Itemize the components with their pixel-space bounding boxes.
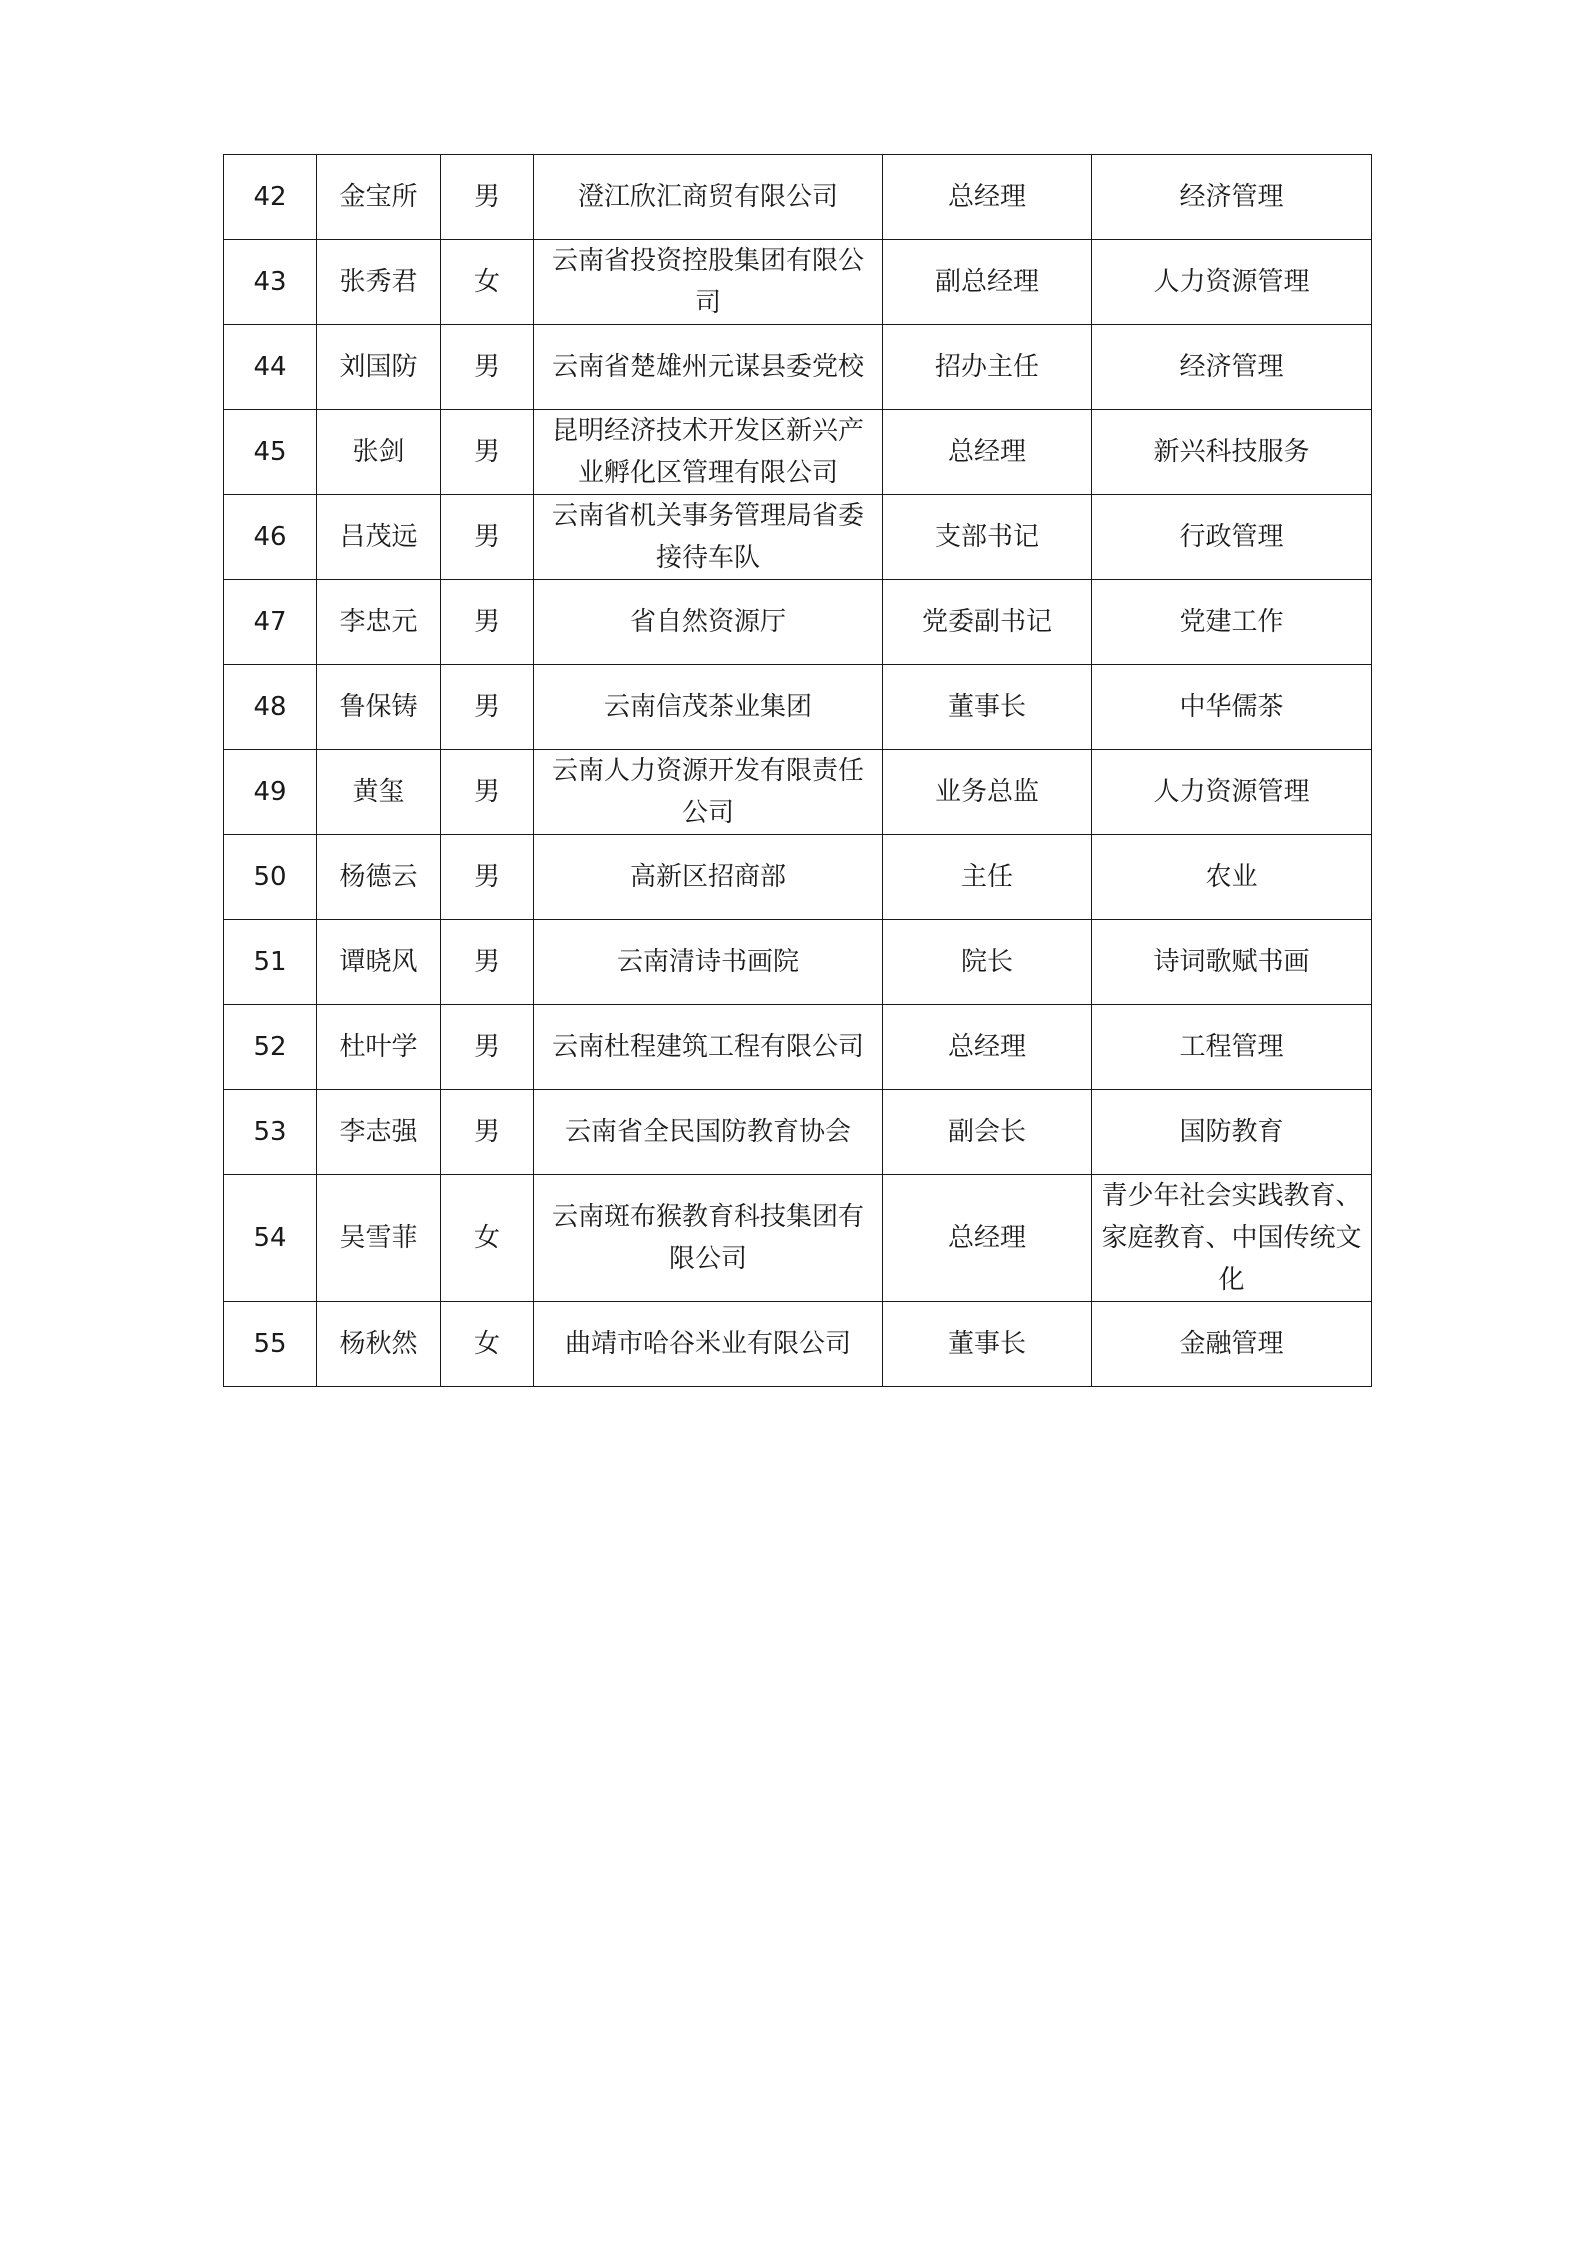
member-position: 主任 bbox=[883, 835, 1092, 920]
member-gender: 男 bbox=[441, 495, 534, 580]
table-row bbox=[224, 1302, 1372, 1387]
row-number: 46 bbox=[224, 495, 317, 580]
row-number: 49 bbox=[224, 750, 317, 835]
member-field: 新兴科技服务 bbox=[1092, 410, 1372, 495]
member-name: 刘国防 bbox=[317, 325, 441, 410]
member-position: 总经理 bbox=[883, 1005, 1092, 1090]
row-number: 52 bbox=[224, 1005, 317, 1090]
member-field: 金融管理 bbox=[1092, 1302, 1372, 1387]
member-gender: 男 bbox=[441, 835, 534, 920]
row-number: 55 bbox=[224, 1302, 317, 1387]
row-number: 53 bbox=[224, 1090, 317, 1175]
member-name: 谭晓风 bbox=[317, 920, 441, 1005]
member-unit: 云南清诗书画院 bbox=[534, 920, 883, 1005]
table-row bbox=[224, 1005, 1372, 1090]
member-position: 副会长 bbox=[883, 1090, 1092, 1175]
member-name: 张秀君 bbox=[317, 240, 441, 325]
table-row bbox=[224, 240, 1372, 325]
member-name: 李志强 bbox=[317, 1090, 441, 1175]
member-unit: 曲靖市哈谷米业有限公司 bbox=[534, 1302, 883, 1387]
table-row bbox=[224, 155, 1372, 240]
row-number: 42 bbox=[224, 155, 317, 240]
member-position: 总经理 bbox=[883, 1175, 1092, 1302]
member-unit: 高新区招商部 bbox=[534, 835, 883, 920]
row-number: 44 bbox=[224, 325, 317, 410]
row-number: 45 bbox=[224, 410, 317, 495]
member-field: 党建工作 bbox=[1092, 580, 1372, 665]
table-row bbox=[224, 750, 1372, 835]
member-name: 杨德云 bbox=[317, 835, 441, 920]
member-field: 行政管理 bbox=[1092, 495, 1372, 580]
row-number: 48 bbox=[224, 665, 317, 750]
member-position: 业务总监 bbox=[883, 750, 1092, 835]
member-table bbox=[223, 154, 1372, 1387]
table-row bbox=[224, 1090, 1372, 1175]
row-number: 54 bbox=[224, 1175, 317, 1302]
member-name: 张剑 bbox=[317, 410, 441, 495]
member-gender: 女 bbox=[441, 1175, 534, 1302]
member-gender: 男 bbox=[441, 665, 534, 750]
member-unit: 云南斑布猴教育科技集团有限公司 bbox=[534, 1175, 883, 1302]
member-name: 黄玺 bbox=[317, 750, 441, 835]
row-number: 43 bbox=[224, 240, 317, 325]
member-gender: 男 bbox=[441, 920, 534, 1005]
table-row bbox=[224, 1175, 1372, 1302]
member-gender: 男 bbox=[441, 750, 534, 835]
table-row bbox=[224, 920, 1372, 1005]
member-gender: 男 bbox=[441, 155, 534, 240]
table-row bbox=[224, 325, 1372, 410]
member-field: 人力资源管理 bbox=[1092, 240, 1372, 325]
member-name: 杨秋然 bbox=[317, 1302, 441, 1387]
member-field: 国防教育 bbox=[1092, 1090, 1372, 1175]
member-position: 支部书记 bbox=[883, 495, 1092, 580]
member-field: 经济管理 bbox=[1092, 325, 1372, 410]
member-name: 鲁保铸 bbox=[317, 665, 441, 750]
member-name: 金宝所 bbox=[317, 155, 441, 240]
member-unit: 云南省投资控股集团有限公司 bbox=[534, 240, 883, 325]
member-unit: 澄江欣汇商贸有限公司 bbox=[534, 155, 883, 240]
member-gender: 男 bbox=[441, 580, 534, 665]
member-gender: 女 bbox=[441, 240, 534, 325]
member-gender: 男 bbox=[441, 1005, 534, 1090]
member-unit: 省自然资源厅 bbox=[534, 580, 883, 665]
member-gender: 男 bbox=[441, 325, 534, 410]
member-unit: 云南省全民国防教育协会 bbox=[534, 1090, 883, 1175]
member-position: 党委副书记 bbox=[883, 580, 1092, 665]
member-unit: 云南省楚雄州元谋县委党校 bbox=[534, 325, 883, 410]
member-field: 工程管理 bbox=[1092, 1005, 1372, 1090]
member-position: 董事长 bbox=[883, 1302, 1092, 1387]
member-field: 人力资源管理 bbox=[1092, 750, 1372, 835]
member-unit: 昆明经济技术开发区新兴产业孵化区管理有限公司 bbox=[534, 410, 883, 495]
table-row bbox=[224, 580, 1372, 665]
member-gender: 女 bbox=[441, 1302, 534, 1387]
member-position: 招办主任 bbox=[883, 325, 1092, 410]
member-position: 总经理 bbox=[883, 155, 1092, 240]
row-number: 47 bbox=[224, 580, 317, 665]
member-field: 中华儒茶 bbox=[1092, 665, 1372, 750]
member-position: 总经理 bbox=[883, 410, 1092, 495]
table-row bbox=[224, 835, 1372, 920]
table-row bbox=[224, 410, 1372, 495]
member-position: 副总经理 bbox=[883, 240, 1092, 325]
member-unit: 云南杜程建筑工程有限公司 bbox=[534, 1005, 883, 1090]
table-row bbox=[224, 665, 1372, 750]
row-number: 50 bbox=[224, 835, 317, 920]
member-gender: 男 bbox=[441, 410, 534, 495]
member-name: 杜叶学 bbox=[317, 1005, 441, 1090]
member-field: 农业 bbox=[1092, 835, 1372, 920]
table-row bbox=[224, 495, 1372, 580]
member-field: 经济管理 bbox=[1092, 155, 1372, 240]
member-position: 院长 bbox=[883, 920, 1092, 1005]
member-field: 诗词歌赋书画 bbox=[1092, 920, 1372, 1005]
member-field: 青少年社会实践教育、家庭教育、中国传统文化 bbox=[1092, 1175, 1372, 1302]
member-position: 董事长 bbox=[883, 665, 1092, 750]
member-unit: 云南省机关事务管理局省委接待车队 bbox=[534, 495, 883, 580]
row-number: 51 bbox=[224, 920, 317, 1005]
member-name: 吕茂远 bbox=[317, 495, 441, 580]
member-name: 吴雪菲 bbox=[317, 1175, 441, 1302]
member-table-body bbox=[224, 155, 1372, 1387]
member-unit: 云南人力资源开发有限责任公司 bbox=[534, 750, 883, 835]
member-gender: 男 bbox=[441, 1090, 534, 1175]
member-name: 李忠元 bbox=[317, 580, 441, 665]
member-unit: 云南信茂茶业集团 bbox=[534, 665, 883, 750]
